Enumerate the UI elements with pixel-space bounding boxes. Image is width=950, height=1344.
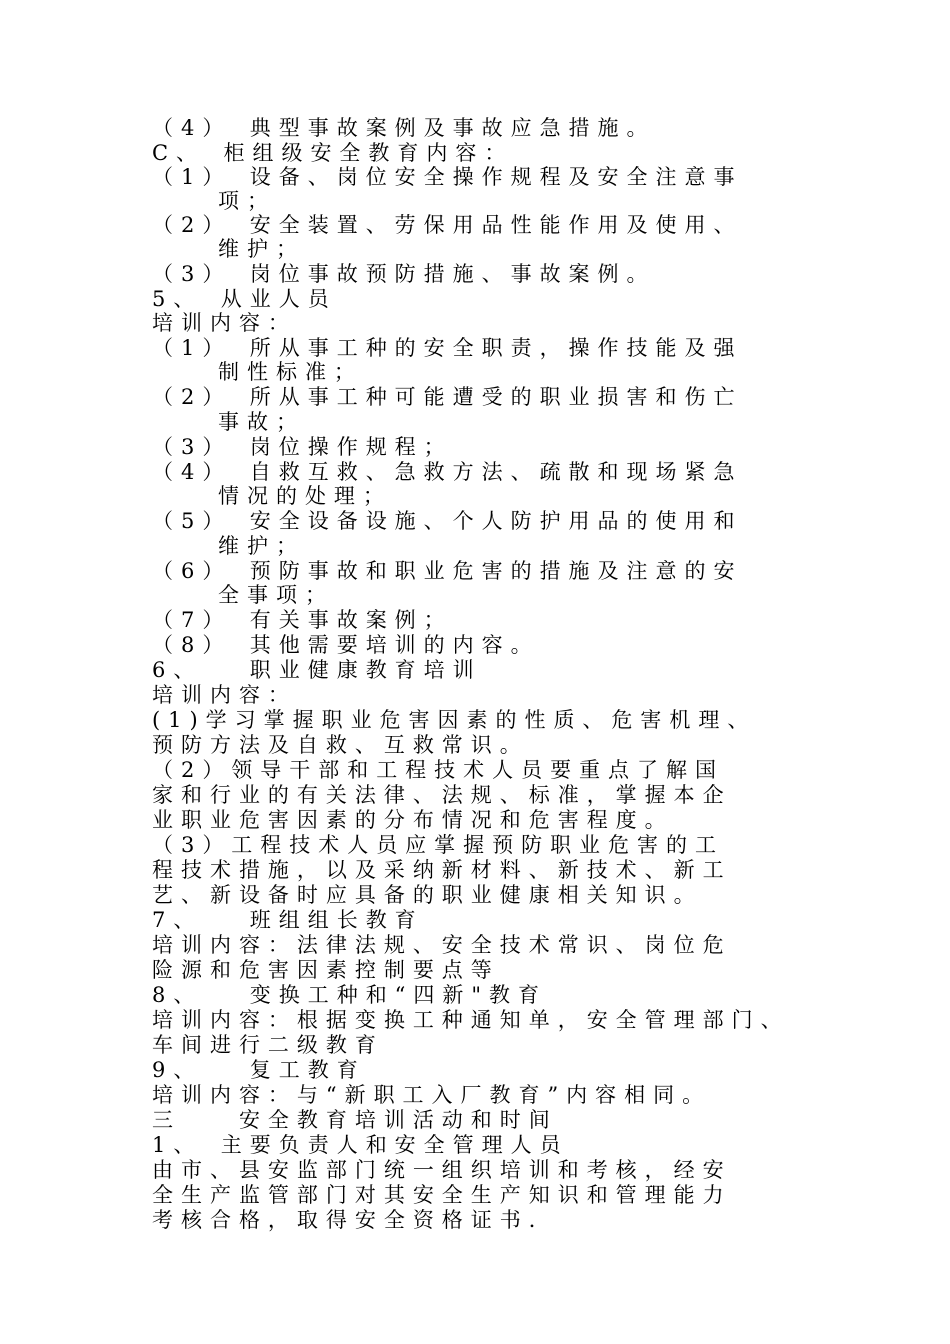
text-line: 事故；	[218, 410, 305, 434]
text-line: （2） 所从事工种可能遭受的职业损害和伤亡	[152, 385, 743, 409]
text-line: C、 柜组级安全教育内容：	[152, 141, 514, 165]
text-line: （7） 有关事故案例；	[152, 608, 453, 632]
text-line: （1） 所从事工种的安全职责，操作技能及强	[152, 336, 743, 360]
text-line: 全事项；	[218, 583, 334, 607]
text-line: 培训内容：与“新职工入厂教育”内容相同。	[152, 1083, 712, 1107]
text-line: 车间进行二级教育	[152, 1033, 384, 1057]
text-line: 9、 复工教育	[152, 1058, 366, 1082]
text-line: （2）领导干部和工程技术人员要重点了解国	[152, 758, 724, 782]
text-line: （8） 其他需要培训的内容。	[152, 633, 540, 657]
text-line: 培训内容：	[152, 683, 297, 707]
text-line: 培训内容：根据变换工种通知单，安全管理部门、	[152, 1008, 790, 1032]
text-line: (1)学习掌握职业危害因素的性质、危害机理、	[152, 708, 757, 732]
text-line: 7、 班组组长教育	[152, 908, 424, 932]
text-line: 维护；	[218, 534, 305, 558]
text-line: （4） 自救互救、急救方法、疏散和现场紧急	[152, 460, 743, 484]
text-line: 6、 职业健康教育培训	[152, 658, 482, 682]
text-line: （3） 岗位操作规程；	[152, 435, 453, 459]
text-line: 项；	[218, 189, 276, 213]
text-line: 维护；	[218, 237, 305, 261]
text-line: 三 安全教育培训活动和时间	[152, 1108, 558, 1132]
text-line: （1） 设备、岗位安全操作规程及安全注意事	[152, 165, 743, 189]
text-line: 程技术措施，以及采纳新材料、新技术、新工	[152, 858, 732, 882]
text-line: 业职业危害因素的分布情况和危害程度。	[152, 808, 674, 832]
text-line: 考核合格，取得安全资格证书．	[152, 1208, 558, 1232]
text-line: 制性标准；	[218, 360, 363, 384]
text-line: 5、 从业人员	[152, 287, 337, 311]
text-line: 培训内容：法律法规、安全技术常识、岗位危	[152, 933, 732, 957]
text-line: 培训内容：	[152, 311, 297, 335]
text-line: 由市、县安监部门统一组织培训和考核，经安	[152, 1158, 732, 1182]
text-line: （3）工程技术人员应掌握预防职业危害的工	[152, 833, 724, 857]
text-line: 8、 变换工种和“四新"教育	[152, 983, 547, 1007]
text-line: （2） 安全装置、劳保用品性能作用及使用、	[152, 213, 743, 237]
text-line: 情况的处理；	[218, 484, 392, 508]
text-line: 险源和危害因素控制要点等	[152, 958, 500, 982]
text-line: （6） 预防事故和职业危害的措施及注意的安	[152, 559, 743, 583]
text-line: 1、 主要负责人和安全管理人员	[152, 1133, 569, 1157]
text-line: （5） 安全设备设施、个人防护用品的使用和	[152, 509, 743, 533]
text-line: 预防方法及自救、互救常识。	[152, 733, 529, 757]
text-line: 全生产监管部门对其安全生产知识和管理能力	[152, 1183, 732, 1207]
text-line: （4） 典型事故案例及事故应急措施。	[152, 116, 656, 140]
text-line: （3） 岗位事故预防措施、事故案例。	[152, 262, 656, 286]
text-line: 家和行业的有关法律、法规、标准，掌握本企	[152, 783, 732, 807]
text-line: 艺、新设备时应具备的职业健康相关知识。	[152, 883, 703, 907]
